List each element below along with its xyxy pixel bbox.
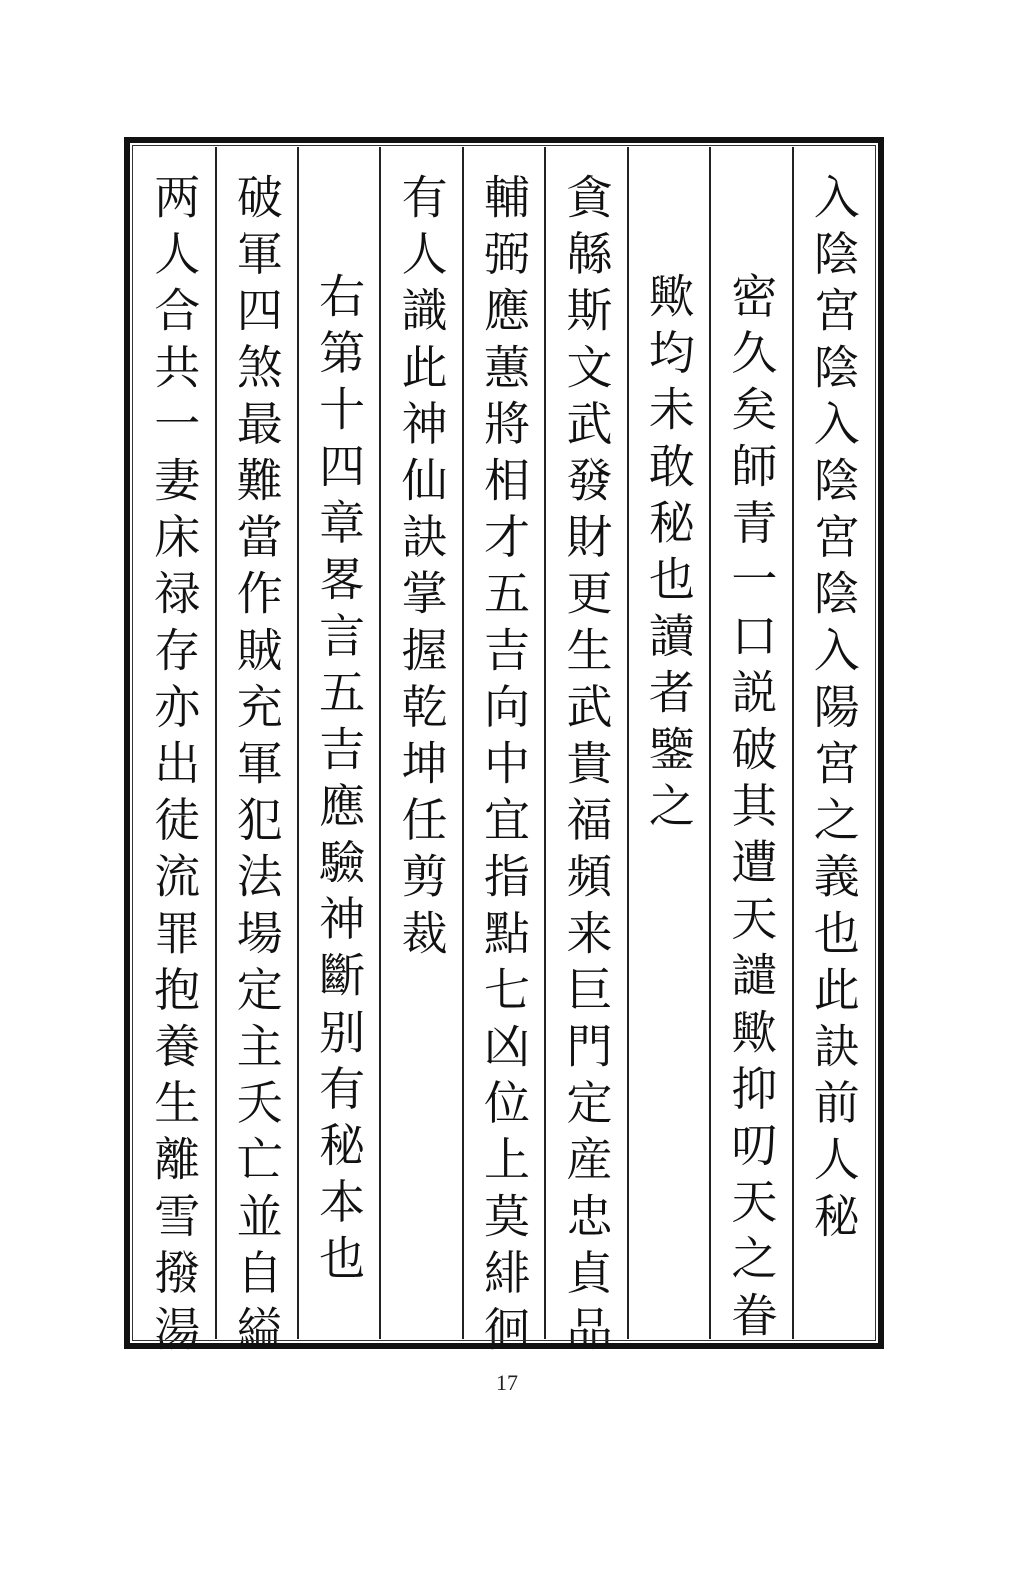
text-frame xyxy=(124,137,884,1362)
column-5 xyxy=(462,147,544,1362)
page-number: 17 xyxy=(496,1370,518,1395)
column-8-text: 破軍四煞最難當作賊充軍犯法場定主夭亡並自縊 xyxy=(229,173,284,1362)
column-3 xyxy=(627,147,709,1339)
text-columns xyxy=(134,147,874,1362)
column-1 xyxy=(792,147,874,1339)
column-7 xyxy=(297,147,379,1339)
column-5-text: 輔弼應蕙將相才五吉向中宜指點七凶位上莫緋徊 xyxy=(477,173,532,1362)
column-9 xyxy=(134,147,214,1362)
column-3-text: 歟均未敢秘也讀者鑒之 xyxy=(641,272,696,838)
column-1-text: 入陰宮陰入陰宮陰入陽宮之義也此訣前人秘 xyxy=(806,173,861,1249)
column-2-text: 密久矣師青一口説破其遭天譴歟抑叨天之眷 xyxy=(724,272,779,1348)
column-6-text: 有人識此神仙訣掌握乾坤任剪裁 xyxy=(394,173,449,966)
column-4 xyxy=(544,147,626,1362)
column-4-text: 貪緜斯文武發財更生武貴福頻来巨門定産忠貞品 xyxy=(559,173,614,1362)
column-2 xyxy=(709,147,791,1348)
column-9-text: 两人合共一妻床禄存亦出徒流罪抱養生離雪撥湯 xyxy=(147,173,202,1362)
column-6 xyxy=(379,147,461,1339)
column-8 xyxy=(215,147,297,1362)
column-7-text: 右第十四章畧言五吉應驗神斷别有秘本也 xyxy=(312,272,367,1291)
